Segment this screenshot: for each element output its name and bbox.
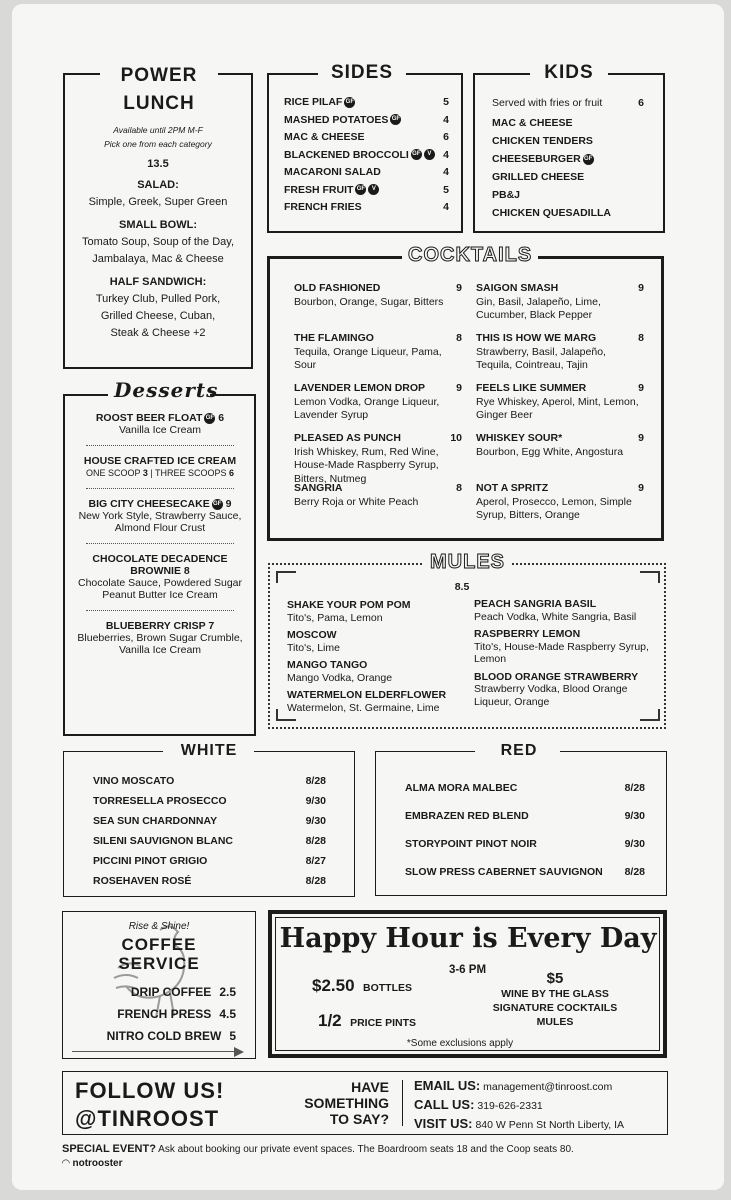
wifi-line: ◠ notrooster bbox=[62, 1158, 123, 1169]
side-item bbox=[284, 164, 449, 182]
dessert-name: CHOCOLATE DECADENCE BROWNIE 8 bbox=[92, 553, 228, 577]
gluten-free-icon: GF bbox=[212, 499, 223, 510]
cocktail-desc: Bourbon, Orange, Sugar, Bitters bbox=[294, 295, 444, 308]
wine-name: SEA SUN CHARDONNAY bbox=[93, 815, 218, 827]
side-name: MAC & CHEESE bbox=[284, 131, 365, 143]
mule-item bbox=[287, 629, 467, 654]
kids-item: PB&J bbox=[492, 189, 521, 201]
wine-name: EMBRAZEN RED BLEND bbox=[405, 810, 529, 822]
dessert-divider bbox=[86, 488, 234, 489]
happy-hour-exclusions: *Some exclusions apply bbox=[406, 1038, 514, 1049]
kids-item: MAC & CHEESE bbox=[492, 117, 573, 129]
coffee-name: NITRO COLD BREW bbox=[106, 1029, 222, 1043]
follow-us: FOLLOW US! @TINROOST bbox=[75, 1078, 225, 1131]
dessert-desc: Blueberries, Brown Sugar Crumble, Vanilla Ice Cream bbox=[77, 632, 243, 656]
cocktail-price: 9 bbox=[456, 282, 462, 294]
gluten-free-icon: GF bbox=[204, 413, 215, 424]
cocktail-head bbox=[294, 482, 462, 496]
wine-item bbox=[93, 871, 326, 891]
side-name: MACARONI SALAD bbox=[284, 166, 381, 178]
cocktail-item bbox=[476, 332, 644, 382]
cocktail-item bbox=[294, 282, 462, 332]
happy-hour-bottles: $2.50 BOTTLES bbox=[312, 976, 412, 995]
cocktail-desc: Irish Whiskey, Rum, Red Wine, House-Made Raspberry Syrup, Bitters, Nutmeg bbox=[294, 445, 439, 485]
red-wine-list bbox=[405, 774, 645, 886]
dessert-desc: Vanilla Ice Cream bbox=[118, 424, 202, 436]
cocktail-head bbox=[476, 482, 644, 496]
dessert-item bbox=[68, 455, 252, 479]
dessert-price: 7 bbox=[205, 620, 215, 632]
coffee-item bbox=[86, 981, 236, 1003]
gluten-free-icon: GF bbox=[583, 154, 594, 165]
happy-hour-time: 3-6 PM bbox=[448, 964, 487, 976]
mule-desc: Peach Vodka, White Sangria, Basil bbox=[474, 610, 637, 623]
gluten-free-icon: GF bbox=[344, 97, 355, 108]
wine-price: 8/28 bbox=[305, 835, 326, 847]
kids-title: KIDS bbox=[530, 63, 608, 82]
wine-price: 9/30 bbox=[305, 795, 326, 807]
cocktail-name: SANGRIA bbox=[294, 482, 343, 494]
cocktail-name: THIS IS HOW WE MARG bbox=[476, 332, 597, 344]
kids-item: CHEESEBURGER GF bbox=[492, 153, 593, 165]
cocktail-name: THE FLAMINGO bbox=[294, 332, 374, 344]
side-price: 5 bbox=[443, 183, 449, 196]
dessert-item bbox=[68, 620, 252, 656]
coffee-list bbox=[86, 981, 236, 1047]
cocktail-desc: Bourbon, Egg White, Angostura bbox=[476, 445, 624, 458]
wine-item bbox=[405, 774, 645, 802]
cocktail-head bbox=[476, 282, 644, 296]
coffee-price: 4.5 bbox=[219, 1007, 236, 1021]
cocktail-head bbox=[476, 382, 644, 396]
power-lunch-title: POWER LUNCH bbox=[100, 62, 218, 118]
cocktail-name: LAVENDER LEMON DROP bbox=[294, 382, 426, 394]
coffee-item bbox=[86, 1003, 236, 1025]
contact-divider bbox=[402, 1080, 403, 1126]
side-name: FRENCH FRIES bbox=[284, 201, 362, 213]
mule-desc: Strawberry Vodka, Blood Orange Liqueur, Orange bbox=[474, 683, 628, 708]
vegan-icon: V bbox=[424, 149, 435, 160]
wine-name: ROSEHAVEN ROSÉ bbox=[93, 875, 192, 887]
power-lunch-content: Available until 2PM M-F Pick one from each category 13.5 SALAD: Simple, Greek, Super Green SMALL BOWL: Tomato Soup, Soup of the Day, Jambalaya, Mac & Cheese HALF SANDWICH: Turkey Club, Pulled Pork, Grilled Cheese, Cuban, Steak & Cheese +2 bbox=[81, 125, 235, 339]
dessert-item bbox=[68, 498, 252, 534]
side-item bbox=[284, 94, 449, 112]
cocktail-desc: Strawberry, Basil, Jalapeño, Tequila, Cointreau, Tajin bbox=[476, 345, 606, 371]
white-wine-list bbox=[93, 771, 326, 891]
cocktails-title: COCKTAILS bbox=[402, 245, 538, 265]
mule-name: SHAKE YOUR POM POM bbox=[287, 599, 411, 611]
mules-corner-tr bbox=[640, 571, 660, 583]
cocktails-right-column bbox=[476, 282, 644, 532]
wine-item bbox=[405, 858, 645, 886]
kids-item: GRILLED CHEESE bbox=[492, 171, 585, 183]
mules-corner-tl bbox=[276, 571, 296, 583]
side-name: RICE PILAF GF bbox=[284, 96, 355, 108]
red-wine-title: RED bbox=[500, 742, 538, 759]
desserts-list bbox=[68, 412, 252, 656]
coffee-arrow-head bbox=[234, 1047, 244, 1057]
gluten-free-icon: GF bbox=[355, 184, 366, 195]
desserts-title: Desserts bbox=[108, 380, 210, 400]
coffee-price: 2.5 bbox=[219, 985, 236, 999]
mule-item bbox=[287, 659, 467, 684]
scoop-prices bbox=[68, 467, 252, 479]
dessert-price: 8 bbox=[180, 565, 190, 577]
sides-title: SIDES bbox=[318, 63, 406, 82]
wine-price: 8/28 bbox=[624, 866, 645, 878]
gluten-free-icon: GF bbox=[390, 114, 401, 125]
cocktail-price: 9 bbox=[638, 432, 644, 444]
wine-item bbox=[93, 831, 326, 851]
red-top-line-left bbox=[375, 751, 475, 752]
cocktail-head bbox=[476, 432, 644, 446]
cocktail-price: 9 bbox=[638, 382, 644, 394]
coffee-name: FRENCH PRESS bbox=[117, 1007, 212, 1021]
side-item bbox=[284, 129, 449, 147]
happy-hour-pints: 1/2 PRICE PINTS bbox=[318, 1011, 417, 1030]
white-top-line-left bbox=[63, 751, 163, 752]
coffee-arrow bbox=[72, 1051, 242, 1052]
have-something: HAVE SOMETHING TO SAY? bbox=[304, 1079, 389, 1127]
address-link[interactable]: 840 W Penn St North Liberty, IA bbox=[475, 1119, 625, 1131]
wine-price: 9/30 bbox=[624, 838, 645, 850]
mule-item bbox=[287, 689, 467, 714]
wine-price: 9/30 bbox=[305, 815, 326, 827]
cocktail-name: OLD FASHIONED bbox=[294, 282, 381, 294]
dessert-name: BIG CITY CHEESECAKE GF 9 bbox=[88, 498, 232, 510]
cocktail-desc: Lemon Vodka, Orange Liqueur, Lavender Syrup bbox=[294, 395, 440, 421]
mule-item bbox=[287, 599, 467, 624]
wine-name: STORYPOINT PINOT NOIR bbox=[405, 838, 537, 850]
cocktail-price: 9 bbox=[638, 282, 644, 294]
dessert-name: HOUSE CRAFTED ICE CREAM bbox=[83, 455, 237, 467]
special-event: SPECIAL EVENT? Ask about booking our private event spaces. The Boardroom seats 18 and the Coop seats 80. bbox=[62, 1143, 574, 1155]
cocktail-item bbox=[476, 432, 644, 482]
wine-price: 8/28 bbox=[305, 875, 326, 887]
dessert-desc: New York Style, Strawberry Sauce, Almond Flour Crust bbox=[78, 510, 242, 534]
wine-name: VINO MOSCATO bbox=[93, 775, 175, 787]
mule-desc: Watermelon, St. Germaine, Lime bbox=[287, 701, 440, 714]
side-price: 4 bbox=[443, 148, 449, 161]
cocktail-name: SAIGON SMASH bbox=[476, 282, 559, 294]
three-scoop-price: 6 bbox=[229, 468, 235, 478]
cocktail-desc: Tequila, Orange Liqueur, Pama, Sour bbox=[294, 345, 442, 371]
wine-price: 9/30 bbox=[624, 810, 645, 822]
cocktail-name: WHISKEY SOUR* bbox=[476, 432, 563, 444]
dessert-price: 6 bbox=[215, 412, 225, 424]
mules-right-column bbox=[474, 598, 654, 713]
side-item bbox=[284, 182, 449, 200]
cocktail-desc: Gin, Basil, Jalapeño, Lime, Cucumber, Black Pepper bbox=[476, 295, 601, 321]
cocktail-desc: Aperol, Prosecco, Lemon, Simple Syrup, Bitters, Orange bbox=[476, 495, 632, 521]
dessert-divider bbox=[86, 610, 234, 611]
wine-name: SLOW PRESS CABERNET SAUVIGNON bbox=[405, 866, 603, 878]
wine-item bbox=[405, 830, 645, 858]
wine-name: PICCINI PINOT GRIGIO bbox=[93, 855, 208, 867]
wine-name: TORRESELLA PROSECCO bbox=[93, 795, 227, 807]
kids-content: Served with fries or fruit 6 MAC & CHEESE CHICKEN TENDERS CHEESEBURGER GF GRILLED CHEESE PB&J CHICKEN QUESADILLA bbox=[492, 94, 644, 222]
wine-price: 8/28 bbox=[624, 782, 645, 794]
white-wine-title: WHITE bbox=[180, 742, 238, 759]
dessert-name: BLUEBERRY CRISP 7 bbox=[105, 620, 215, 632]
mule-item bbox=[474, 628, 654, 666]
white-top-line-right bbox=[254, 751, 355, 752]
cocktail-price: 8 bbox=[638, 332, 644, 344]
vegan-icon: V bbox=[368, 184, 379, 195]
wine-item bbox=[93, 811, 326, 831]
scoop-sep: | bbox=[147, 468, 156, 478]
coffee-price: 5 bbox=[229, 1029, 236, 1043]
dessert-price: 9 bbox=[222, 498, 232, 510]
mule-desc: Tito's, Lime bbox=[287, 641, 340, 654]
mules-title: MULES bbox=[424, 552, 510, 572]
cocktail-head bbox=[476, 332, 644, 346]
side-item bbox=[284, 147, 449, 165]
side-price: 5 bbox=[443, 96, 449, 108]
happy-hour-five: $5 WINE BY THE GLASS SIGNATURE COCKTAILS MULES bbox=[492, 970, 618, 1028]
wine-name: SILENI SAUVIGNON BLANC bbox=[93, 835, 234, 847]
wine-item bbox=[405, 802, 645, 830]
cocktail-head bbox=[294, 282, 462, 296]
side-item bbox=[284, 112, 449, 130]
cocktail-price: 9 bbox=[456, 382, 462, 394]
dessert-name: ROOST BEER FLOAT GF 6 bbox=[95, 412, 225, 424]
wine-item bbox=[93, 851, 326, 871]
wine-price: 8/28 bbox=[305, 775, 326, 787]
mule-name: MANGO TANGO bbox=[287, 659, 368, 671]
cocktail-name: FEELS LIKE SUMMER bbox=[476, 382, 587, 394]
mules-left-column bbox=[287, 599, 467, 719]
wifi-icon: ◠ bbox=[62, 1158, 70, 1169]
cocktail-price: 10 bbox=[450, 432, 462, 444]
cocktail-price: 8 bbox=[456, 482, 462, 494]
coffee-name: DRIP COFFEE bbox=[130, 985, 212, 999]
cocktail-item bbox=[294, 482, 462, 532]
red-top-line-right bbox=[560, 751, 667, 752]
cocktail-item bbox=[294, 432, 462, 485]
mule-name: RASPBERRY LEMON bbox=[474, 628, 581, 640]
wine-price: 8/27 bbox=[305, 855, 326, 867]
dessert-divider bbox=[86, 543, 234, 544]
mule-name: BLOOD ORANGE STRAWBERRY bbox=[474, 670, 639, 683]
contact-details: EMAIL US: management@tinroost.com CALL US: 319-626-2331 VISIT US: 840 W Penn St North Liberty, IA bbox=[414, 1078, 625, 1131]
phone-link[interactable]: 319-626-2331 bbox=[477, 1100, 543, 1112]
sides-list bbox=[284, 94, 449, 217]
side-price: 6 bbox=[443, 131, 449, 143]
mule-item bbox=[474, 598, 654, 623]
dessert-item bbox=[68, 553, 252, 601]
dessert-item bbox=[68, 412, 252, 436]
mule-desc: Tito's, House-Made Raspberry Syrup, Lemon bbox=[474, 640, 649, 665]
mule-desc: Tito's, Pama, Lemon bbox=[287, 611, 383, 624]
cocktail-desc: Berry Roja or White Peach bbox=[294, 495, 419, 508]
email-link[interactable]: management@tinroost.com bbox=[483, 1081, 613, 1093]
coffee-content: Rise & Shine! COFFEE SERVICE bbox=[118, 921, 200, 973]
cocktail-head bbox=[294, 432, 462, 446]
cocktail-head bbox=[294, 382, 462, 396]
cocktail-item bbox=[294, 332, 462, 382]
happy-hour-title: Happy Hour is Every Day bbox=[279, 923, 657, 954]
wine-item bbox=[93, 791, 326, 811]
cocktail-price: 9 bbox=[638, 482, 644, 494]
mule-name: MOSCOW bbox=[287, 629, 337, 641]
cocktail-item bbox=[294, 382, 462, 432]
mule-desc: Mango Vodka, Orange bbox=[287, 671, 393, 684]
mule-name: WATERMELON ELDERFLOWER bbox=[287, 689, 447, 701]
mule-item bbox=[474, 671, 654, 709]
side-price: 4 bbox=[443, 113, 449, 126]
mule-name: PEACH SANGRIA BASIL bbox=[474, 598, 597, 610]
one-scoop-price: 3 bbox=[142, 468, 148, 478]
cocktail-item bbox=[476, 382, 644, 432]
one-scoop-label: ONE SCOOP bbox=[85, 468, 143, 478]
side-name: BLACKENED BROCCOLI GF V bbox=[284, 147, 435, 165]
dessert-divider bbox=[86, 445, 234, 446]
gluten-free-icon: GF bbox=[411, 149, 422, 160]
side-name: FRESH FRUIT GF V bbox=[284, 182, 379, 200]
side-price: 4 bbox=[443, 166, 449, 178]
cocktail-price: 8 bbox=[456, 332, 462, 344]
kids-item: CHICKEN TENDERS bbox=[492, 135, 593, 147]
cocktail-desc: Rye Whiskey, Aperol, Mint, Lemon, Ginger Beer bbox=[476, 395, 639, 421]
cocktail-name: PLEASED AS PUNCH bbox=[294, 432, 401, 444]
wine-item bbox=[93, 771, 326, 791]
cocktail-head bbox=[294, 332, 462, 346]
cocktail-item bbox=[476, 282, 644, 332]
side-item bbox=[284, 199, 449, 217]
three-scoop-label: THREE SCOOPS bbox=[155, 468, 230, 478]
coffee-item bbox=[86, 1025, 236, 1047]
cocktail-name: NOT A SPRITZ bbox=[476, 482, 549, 494]
kids-item: CHICKEN QUESADILLA bbox=[492, 207, 612, 219]
mules-price: 8.5 bbox=[454, 581, 470, 593]
wine-name: ALMA MORA MALBEC bbox=[405, 782, 518, 794]
cocktails-left-column bbox=[294, 282, 462, 532]
side-name: MASHED POTATOES GF bbox=[284, 113, 401, 126]
dessert-desc: Chocolate Sauce, Powdered Sugar Peanut Butter Ice Cream bbox=[77, 577, 243, 601]
cocktail-item bbox=[476, 482, 644, 532]
side-price: 4 bbox=[443, 201, 449, 213]
